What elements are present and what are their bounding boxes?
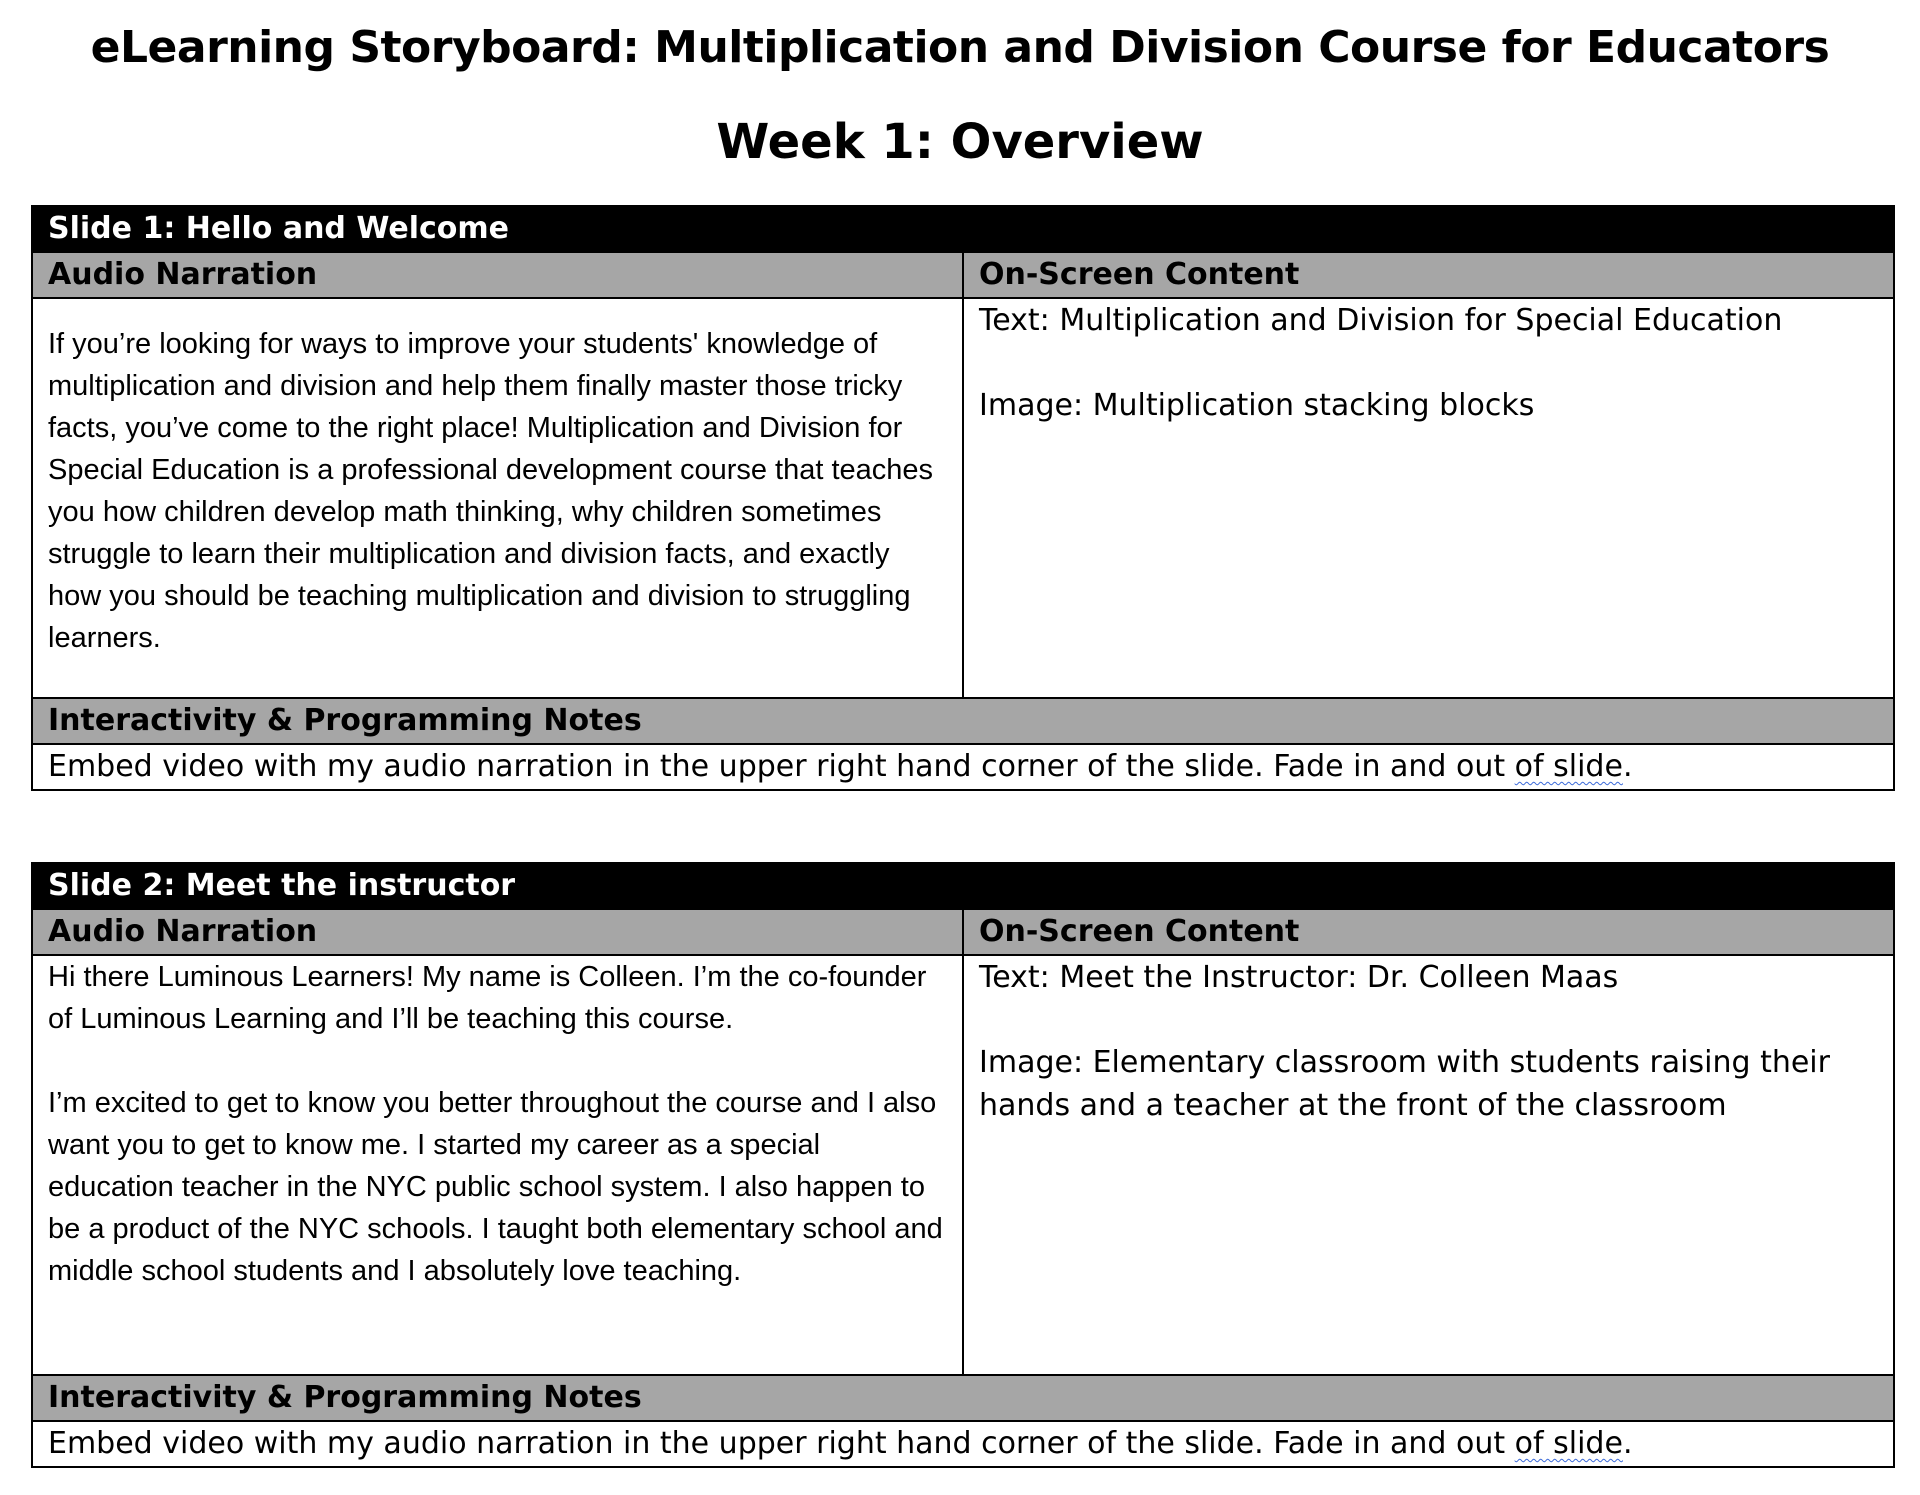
slide-heading-row xyxy=(32,206,1894,252)
notes-text-end: . xyxy=(1622,1426,1633,1461)
audio-narration-paragraph: Hi there Luminous Learners! My name is Colleen. I’m the co-founder of Luminous Learning and I’ll be teaching this course. xyxy=(48,961,927,1035)
programming-notes-text xyxy=(32,1421,1894,1467)
onscreen-text: Text: Meet the Instructor: Dr. Colleen Maas xyxy=(979,960,1619,995)
column-heading-row xyxy=(32,252,1894,298)
notes-row xyxy=(32,1421,1894,1467)
document-subtitle: Week 1: Overview xyxy=(716,114,1204,170)
audio-narration-heading: Audio Narration xyxy=(32,909,963,955)
content-row xyxy=(32,955,1894,1375)
programming-notes-text xyxy=(32,744,1894,790)
notes-row xyxy=(32,744,1894,790)
column-heading-row xyxy=(32,909,1894,955)
onscreen-content-heading: On-Screen Content xyxy=(963,909,1894,955)
notes-text-end: . xyxy=(1622,749,1633,784)
onscreen-content-heading: On-Screen Content xyxy=(963,252,1894,298)
onscreen-image: Image: Multiplication stacking blocks xyxy=(979,388,1535,423)
document-title: eLearning Storyboard: Multiplication and Division Course for Educators xyxy=(90,22,1830,73)
spellcheck-underline: of slide xyxy=(1514,749,1623,784)
onscreen-text: Text: Multiplication and Division for Special Education xyxy=(979,303,1783,338)
notes-heading-row xyxy=(32,1375,1894,1421)
notes-text-part: Embed video with my audio narration in the upper right hand corner of the slide. Fade in and out xyxy=(48,749,1515,784)
slide-1-table xyxy=(31,205,1895,791)
notes-text-part: Embed video with my audio narration in the upper right hand corner of the slide. Fade in and out xyxy=(48,1426,1515,1461)
onscreen-content-cell xyxy=(963,955,1894,1375)
audio-narration-heading: Audio Narration xyxy=(32,252,963,298)
programming-notes-heading: Interactivity & Programming Notes xyxy=(32,698,1894,744)
slide-1-heading: Slide 1: Hello and Welcome xyxy=(32,206,1894,252)
onscreen-image: Image: Elementary classroom with students raising their hands and a teacher at the front of the classroom xyxy=(979,1045,1830,1123)
programming-notes-heading: Interactivity & Programming Notes xyxy=(32,1375,1894,1421)
slide-2-table xyxy=(31,862,1895,1468)
slide-heading-row xyxy=(32,863,1894,909)
audio-narration-cell xyxy=(32,298,963,698)
notes-heading-row xyxy=(32,698,1894,744)
audio-narration-paragraph: If you’re looking for ways to improve your students' knowledge of multiplication and division and help them finally master those tricky facts, you’ve come to the right place! Multiplication and Division for Special Education is a professional development course that teaches you how children develop math thinking, why children sometimes struggle to learn their multiplication and division facts, and exactly how you should be teaching multiplication and division to struggling learners. xyxy=(48,328,934,654)
content-row xyxy=(32,298,1894,698)
audio-narration-cell xyxy=(32,955,963,1375)
audio-narration-paragraph: I’m excited to get to know you better throughout the course and I also want you to get to know me. I started my career as a special education teacher in the NYC public school system. I also happen to be a product of the NYC schools. I taught both elementary school and middle school students and I absolutely love teaching. xyxy=(48,1087,943,1287)
spellcheck-underline: of slide xyxy=(1514,1426,1623,1461)
onscreen-content-cell xyxy=(963,298,1894,698)
slide-2-heading: Slide 2: Meet the instructor xyxy=(32,863,1894,909)
